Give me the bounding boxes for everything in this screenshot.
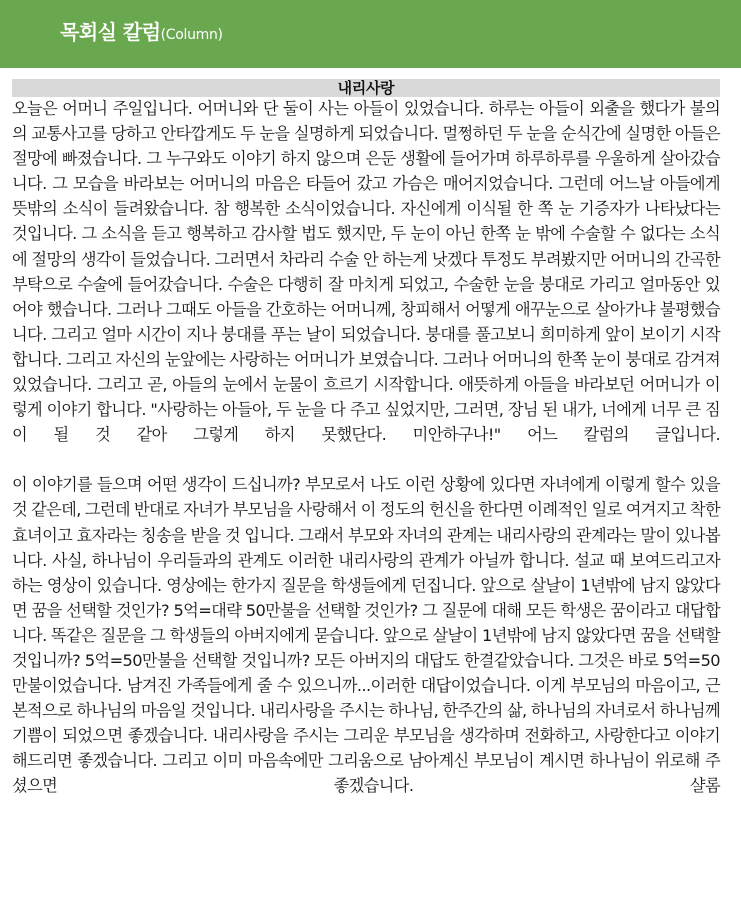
paragraph-spacer [12,447,720,472]
article-body [12,96,720,799]
column-header [0,0,741,68]
article-paragraph-2: 이 이야기를 들으며 어떤 생각이 드십니까? 부모로서 나도 이런 상황에 있다면 자녀에게 이렇게 할수 있을것 같은데, 그런데 반대로 자녀가 부모님을 사랑해서 이 정도의 헌신을 한다면 이례적인 일로 여겨지고 착한 효녀이고 효자라는 칭송을 받을 것 입니다. 그래서 부모와 자녀의 관계는 내리사랑의 관계라는 말이 있나봅니다. 사실, 하나님이 우리들과의 관계도 이러한 내리사랑의 관계가 아닐까 합니다. 설교 때 보여드리고자 하는 영상이 있습니다. 영상에는 한가지 질문을 학생들에게 던집니다. 앞으로 살날이 1년밖에 남지 않았다면 꿈을 선택할 것인가? 5억=대략 50만불을 선택할 것인가? 그 질문에 대해 모든 학생은 꿈이라고 대답합니다. 똑같은 질문을 그 학생들의 아버지에게 묻습니다. 앞으로 살날이 1년밖에 남지 않았다면 꿈을 선택할 것입니까? 5억=50만불을 선택할 것입니까? 모든 아버지의 대답도 한결같았습니다. 그것은 바로 5억=50만불이었습니다. 남겨진 가족들에게 줄 수 있으니까...이러한 대답이었습니다. 이게 부모님의 마음이고, 근본적으로 하나님의 마음일 것입니다. 내리사랑을 주시는 하나님, 한주간의 삶, 하나님의 자녀로서 하나님께 기쁨이 되었으면 좋겠습니다. 내리사랑을 주시는 그리운 부모님을 생각하며 전화하고, 사랑한다고 이야기 해드리면 좋겠습니다. 그리고 이미 마음속에만 그리움으로 남아계신 부모님이 계시면 하나님이 위로해 주셨으면 좋겠습니다. 샬롬 [12,475,720,796]
header-main-title: 목회실 칼럼 [60,20,161,44]
article-paragraph-1: 오늘은 어머니 주일입니다. 어머니와 단 둘이 사는 아들이 있었습니다. 하루는 아들이 외출을 했다가 불의의 교통사고를 당하고 안타깝게도 두 눈을 실명하게 되었습니다. 멀쩡하던 두 눈을 순식간에 실명한 아들은 절망에 빠졌습니다. 그 누구와도 이야기 하지 않으며 은둔 생활에 들어가며 하루하루를 우울하게 살아갔습니다. 그 모습을 바라보는 어머니의 마음은 타들어 갔고 가슴은 매어지었습니다. 그런데 어느날 아들에게 뜻밖의 소식이 들려왔습니다. 참 행복한 소식이었습니다. 자신에게 이식될 한 쪽 눈 기증자가 나타났다는 것입니다. 그 소식을 듣고 행복하고 감사할 법도 했지만, 두 눈이 아닌 한쪽 눈 밖에 수술할 수 없다는 소식에 절망의 생각이 들었습니다. 그러면서 차라리 수술 안 하는게 낫겠다 투정도 부려봤지만 어머니의 간곡한 부탁으로 수술에 들어갔습니다. 수술은 다행히 잘 마치게 되었고, 수술한 눈을 붕대로 가리고 얼마동안 있어야 했습니다. 그러나 그때도 아들을 간호하는 어머니께, 창피해서 어떻게 애꾸눈으로 살아가냐 불평했습니다. 그리고 얼마 시간이 지나 붕대를 푸는 날이 되었습니다. 붕대를 풀고보니 희미하게 앞이 보이기 시작합니다. 그리고 자신의 눈앞에는 사랑하는 어머니가 보였습니다. 그러나 어머니의 한쪽 눈이 붕대로 감겨져 있었습니다. 그리고 곧, 아들의 눈에서 눈물이 흐르기 시작합니다. 애뜻하게 아들을 바라보던 어머니가 이렇게 이야기 합니다. "사랑하는 아들아, 두 눈을 다 주고 싶었지만, 그러면, 장님 된 내가, 너에게 너무 큰 짐이 될 것 같아 그렇게 하지 못했단다. 미안하구나!" 어느 칼럼의 글입니다. [12,99,720,445]
article-title: 내리사랑 [12,79,720,97]
header-subtitle: (Column) [160,27,223,43]
header-title [60,22,223,42]
